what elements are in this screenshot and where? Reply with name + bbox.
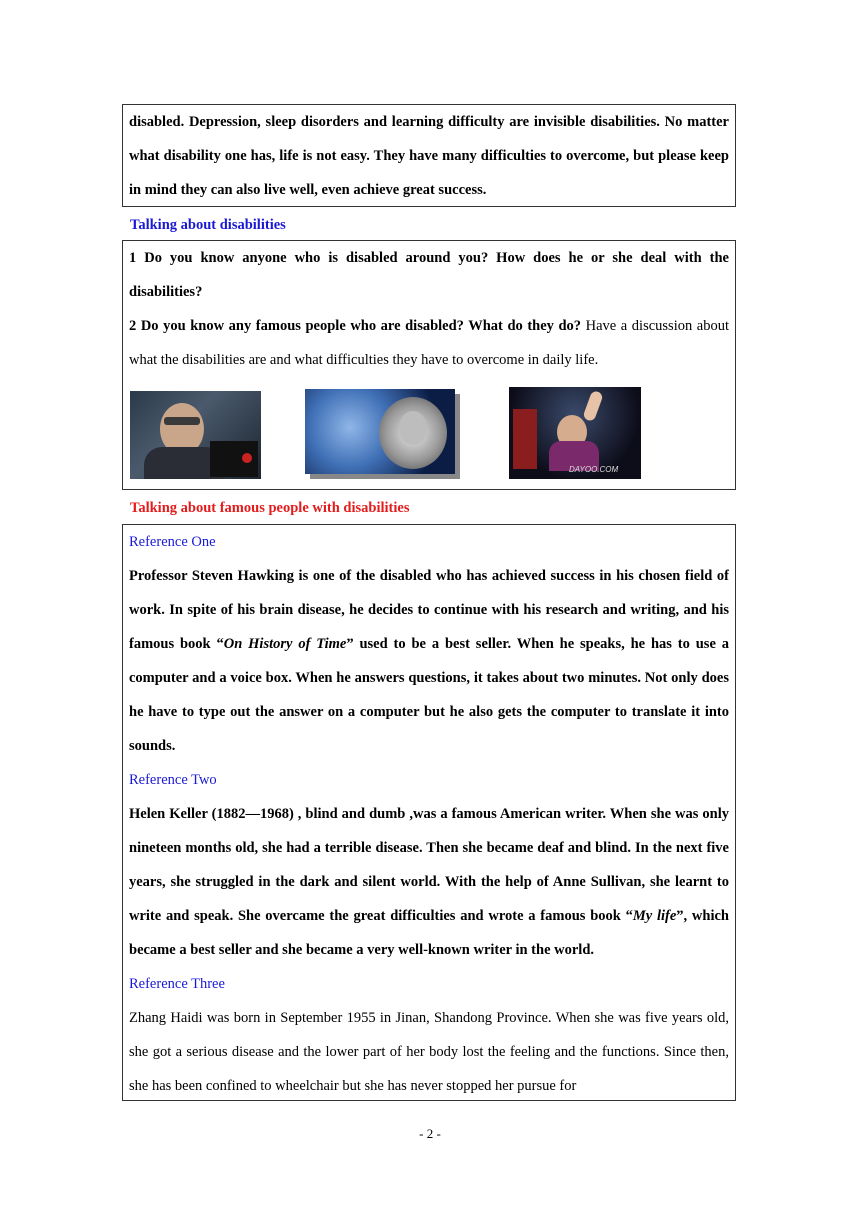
question-2 [129,309,729,377]
reference-three-label: Reference Three [129,976,225,992]
reference-one-text-b: ” used to be a best seller. When he speaks, he has to use a computer and a voice box. When he answers questions, it takes about two minutes. Not only does he have to type out the answer on a computer but he also gets the computer to translate it into sounds. [129,636,729,754]
intro-box [122,104,736,207]
question-2-bold: 2 Do you know any famous people who are disabled? What do they do? [129,318,582,334]
photo-helen-keller [305,389,455,474]
heading-famous-people: Talking about famous people with disabilities [130,500,410,516]
reference-three-text: Zhang Haidi was born in September 1955 in Jinan, Shandong Province. When she was five years old, she got a serious disease and the lower part of her body lost the feeling and the functions. Since then, she has been confined to wheelchair but she has never stopped her pursue for [129,1010,729,1094]
book-title-history-of-time: On History of Time [223,636,347,652]
reference-one-label: Reference One [129,534,216,550]
photo3-watermark: DAYOO.COM [569,465,619,474]
reference-two-text-a: Helen Keller (1882—1968) , blind and dumb ,was a famous American writer. When she was only nineteen months old, she had a terrible disease. Then she became deaf and blind. In the next five years, she struggled in the dark and silent world. With the help of Anne Sullivan, she learnt to write and speak. She overcame the great difficulties and wrote a famous book “ [129,806,729,924]
references-box [122,524,736,1101]
reference-two-text [129,797,729,967]
reference-one-text-a: Professor Steven Hawking is one of the disabled who has achieved success in his chosen field of work. In spite of his brain disease, he decides to continue with his research and writing, and his famous book “ [129,568,729,652]
heading-talking-about-disabilities: Talking about disabilities [130,217,286,233]
question-1: 1 Do you know anyone who is disabled around you? How does he or she deal with the disabilities? [129,250,729,300]
page-number: - 2 - [419,1126,441,1141]
question-2-rest: Have a discussion about what the disabilities are and what difficulties they have to overcome in daily life. [129,318,730,368]
intro-text: disabled. Depression, sleep disorders and learning difficulty are invisible disabilities. No matter what disability one has, life is not easy. They have many difficulties to overcome, but please keep in mind they can also live well, even achieve great success. [129,114,729,198]
discussion-box [122,240,736,490]
photo-zhang-haidi [509,387,641,479]
photo-hawking [130,391,261,479]
reference-two-text-b: ”, which became a best seller and she became a very well-known writer in the world. [129,908,729,958]
book-title-my-life: My life [632,908,677,924]
reference-two-label: Reference Two [129,772,217,788]
reference-one-text [129,559,729,763]
